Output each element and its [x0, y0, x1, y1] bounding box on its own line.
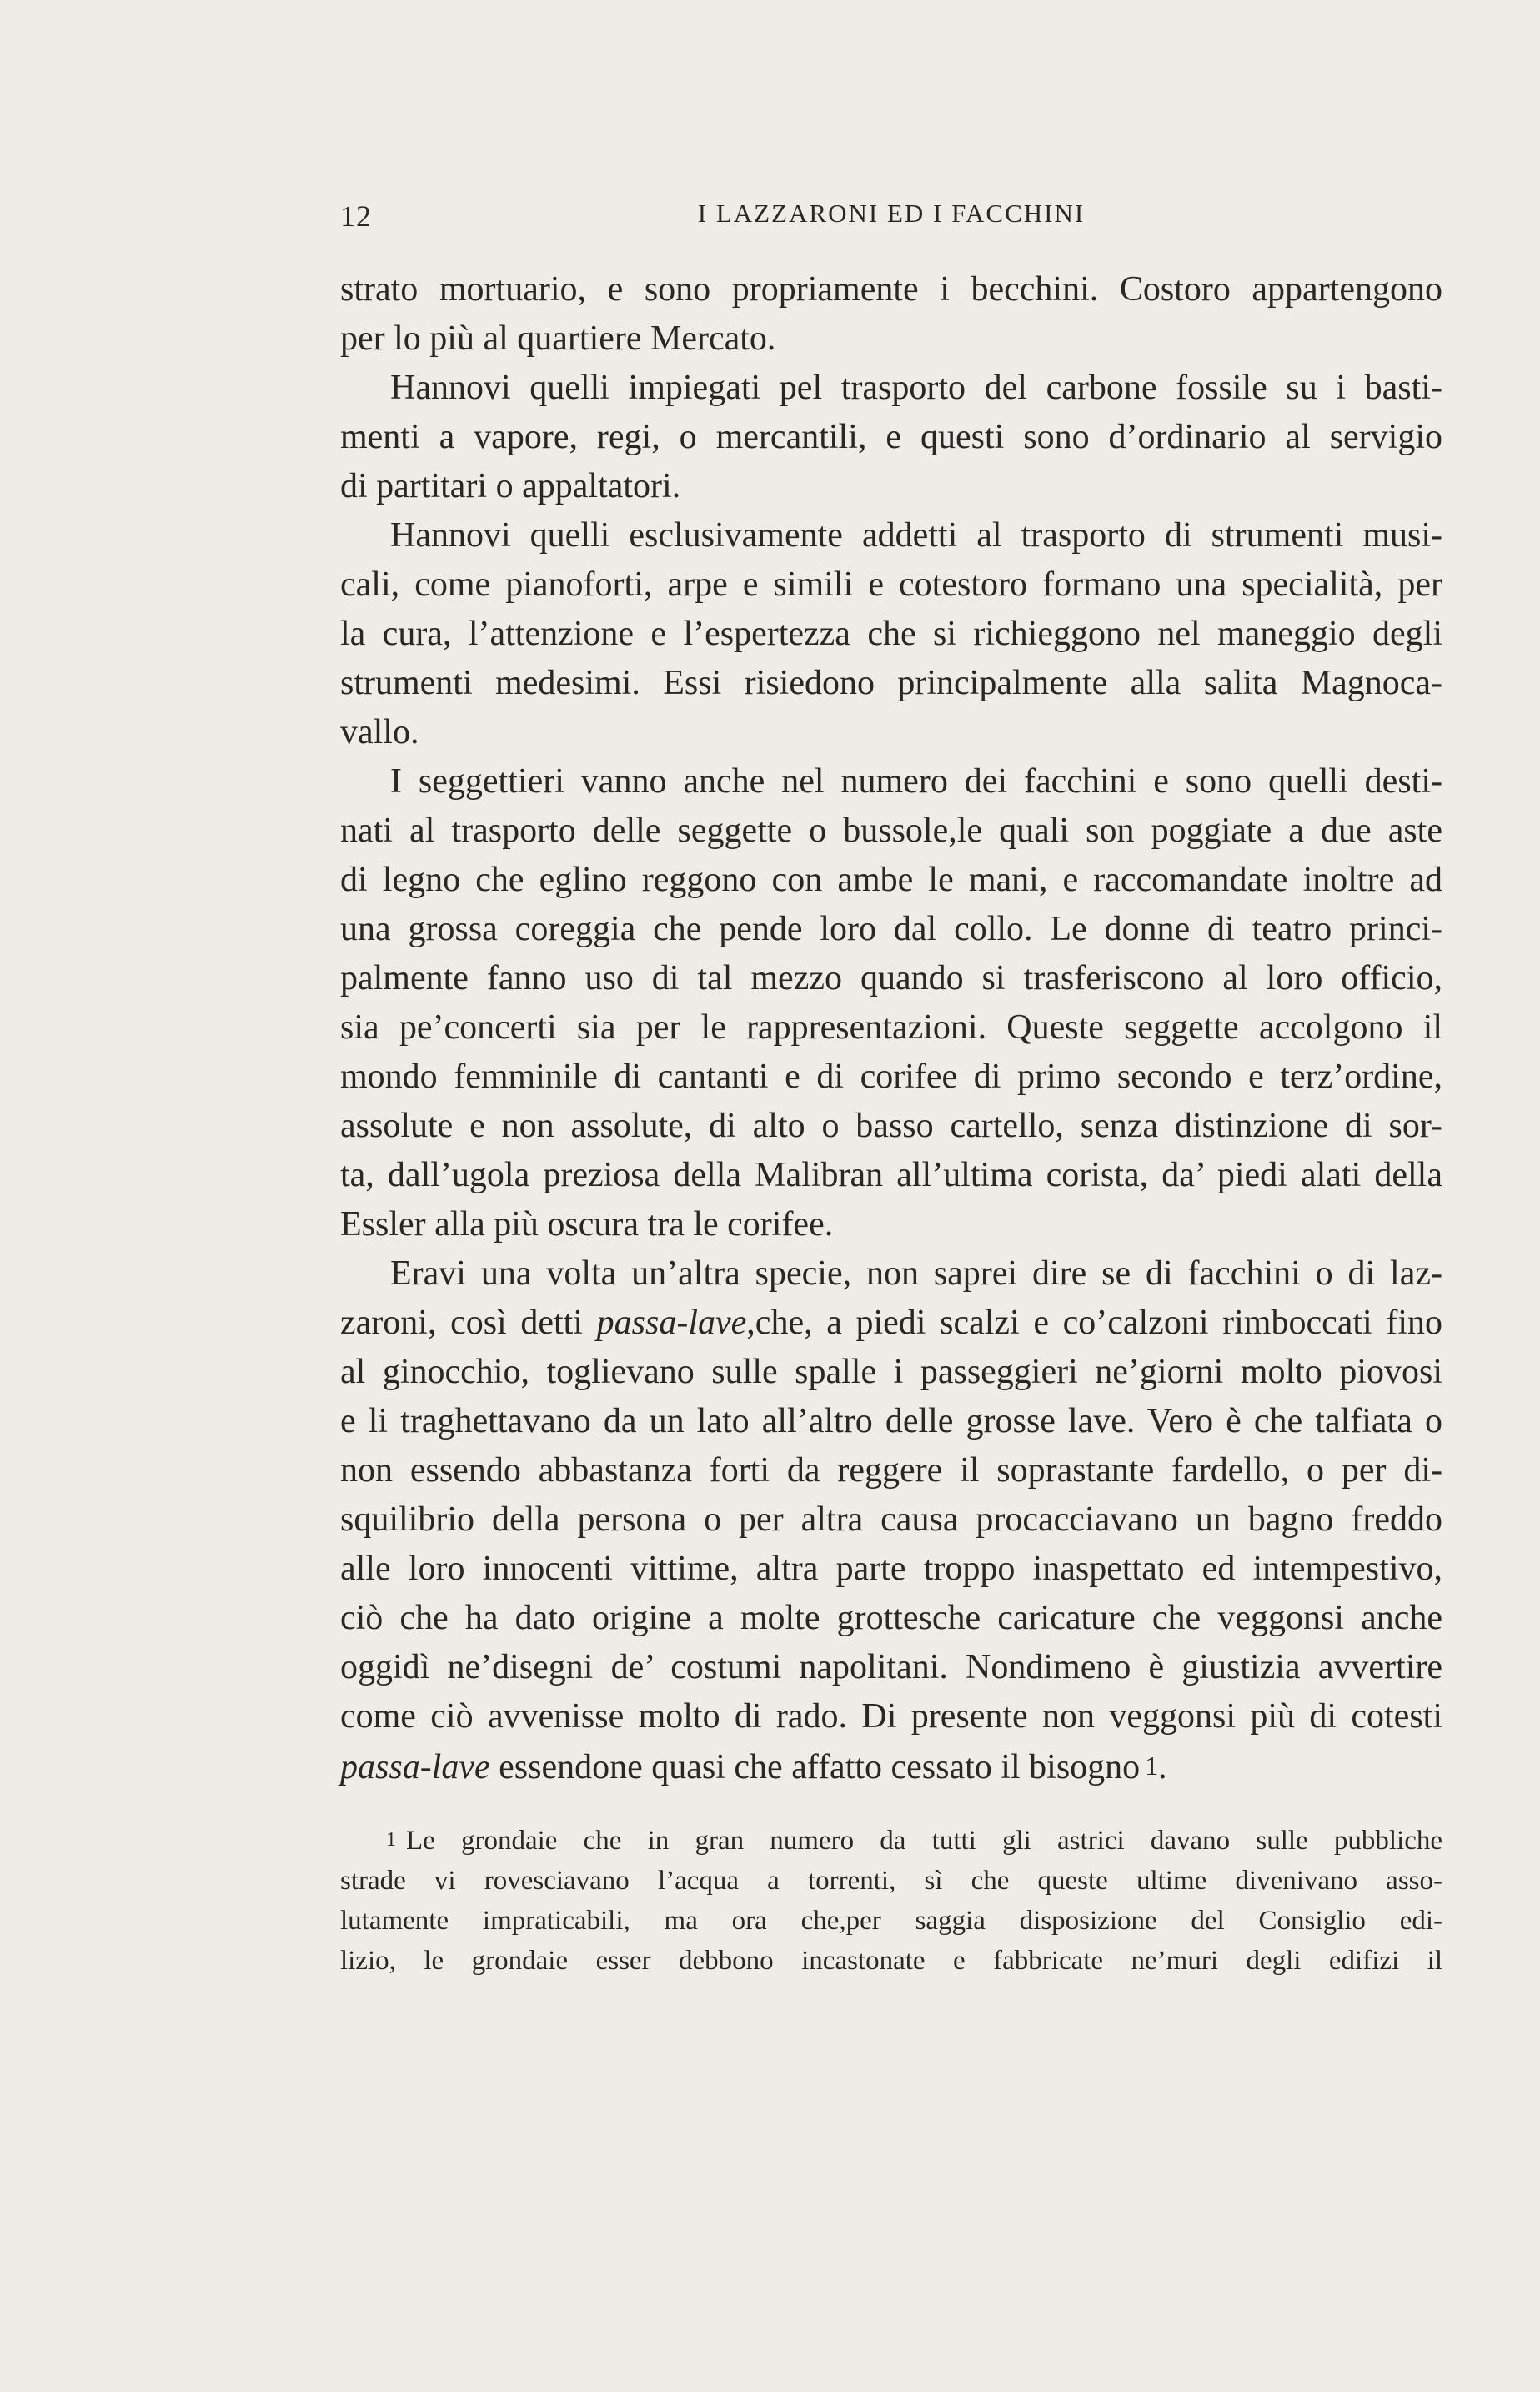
text-line: non essendo abbastanza forti da reggere il soprastante fardello, o per di- — [340, 1451, 1442, 1490]
text-line: ciò che ha dato origine a molte grottesche caricature che veggonsi anche — [340, 1599, 1442, 1637]
footnote-line — [340, 1820, 1442, 1861]
main-text — [340, 265, 1442, 1792]
text-line: ta, dall’ugola preziosa della Malibran all’ultima corista, da’ piedi alati della — [340, 1156, 1442, 1194]
text-line: e li traghettavano da un lato all’altro delle grosse lave. Vero è che talfiata o — [340, 1402, 1442, 1440]
footnote-text: Le grondaie che in gran numero da tutti gli astrici davano sulle pubbliche — [406, 1826, 1442, 1856]
text-line: la cura, l’attenzione e l’espertezza che si richieggono nel maneggio degli — [340, 615, 1442, 653]
text-line: Hannovi quelli esclusivamente addetti al trasporto di strumenti musi- — [390, 516, 1442, 555]
text-line: Hannovi quelli impiegati pel trasporto del carbone fossile su i basti- — [390, 369, 1442, 407]
footnote — [340, 1820, 1442, 1981]
paragraph — [340, 364, 1442, 511]
paragraph — [340, 757, 1442, 1249]
text-line: Eravi una volta un’altra specie, non saprei dire se di facchini o di laz- — [390, 1254, 1442, 1293]
italic-term: passa-lave — [596, 1304, 747, 1342]
text-line: oggidì ne’disegni de’ costumi napolitani. Nondimeno è giustizia avvertire — [340, 1648, 1442, 1686]
footnote-line: lizio, le grondaie esser debbono incastonate e fabbricate ne’muri degli edifizi il — [340, 1946, 1442, 1976]
footnote-reference: 1 — [1145, 1751, 1159, 1781]
footnote-line: lutamente impraticabili, ma ora che,per saggia disposizione del Consiglio edi- — [340, 1906, 1442, 1936]
text-fragment: zaroni, così detti — [340, 1304, 584, 1342]
text-line: palmente fanno uso di tal mezzo quando si trasferiscono al loro officio, — [340, 959, 1442, 998]
text-line: strato mortuario, e sono propriamente i becchini. Costoro appartengono — [340, 270, 1442, 309]
text-line: alle loro innocenti vittime, altra parte troppo inaspettato ed intempestivo, — [340, 1550, 1442, 1588]
text-line — [340, 1741, 1442, 1792]
text-fragment: essendone quasi che affatto cessato il bisogno — [489, 1748, 1141, 1786]
text-line — [340, 1299, 1442, 1348]
text-line: vallo. — [340, 713, 419, 751]
text-line: assolute e non assolute, di alto o basso cartello, senza distinzione di sor- — [340, 1107, 1442, 1145]
text-line: cali, come pianoforti, arpe e simili e cotestoro formano una specialità, per — [340, 565, 1442, 604]
text-line: I seggettieri vanno anche nel numero dei facchini e sono quelli desti- — [390, 762, 1442, 801]
running-head: I LAZZARONI ED I FACCHINI — [697, 198, 1086, 228]
text-line: strumenti medesimi. Essi risiedono principalmente alla salita Magnoca- — [340, 664, 1442, 702]
paragraph — [340, 265, 1442, 364]
text-line: una grossa coreggia che pende loro dal collo. Le donne di teatro princi- — [340, 910, 1442, 948]
text-line: al ginocchio, toglievano sulle spalle i passeggieri ne’giorni molto piovosi — [340, 1353, 1442, 1391]
text-line: di partitari o appaltatori. — [340, 467, 681, 505]
text-line: per lo più al quartiere Mercato. — [340, 319, 776, 358]
text-line: squilibrio della persona o per altra causa procacciavano un bagno freddo — [340, 1500, 1442, 1539]
paragraph — [340, 511, 1442, 757]
text-line: mondo femminile di cantanti e di corifee di primo secondo e terz’ordine, — [340, 1058, 1442, 1096]
text-line: Essler alla più oscura tra le corifee. — [340, 1205, 834, 1244]
italic-term: passa-lave — [340, 1748, 490, 1786]
page-header — [340, 198, 1442, 240]
text-line: come ciò avvenisse molto di rado. Di presente non veggonsi più di cotesti — [340, 1697, 1442, 1736]
page-number: 12 — [340, 199, 372, 233]
paragraph — [340, 1249, 1442, 1792]
text-fragment: . — [1158, 1748, 1167, 1786]
text-line: menti a vapore, regi, o mercantili, e questi sono d’ordinario al servigio — [340, 418, 1442, 456]
text-line: sia pe’concerti sia per le rappresentazioni. Queste seggette accolgono il — [340, 1008, 1442, 1047]
text-line: nati al trasporto delle seggette o bussole,le quali son poggiate a due aste — [340, 812, 1442, 850]
text-line: di legno che eglino reggono con ambe le mani, e raccomandate inoltre ad — [340, 861, 1442, 899]
text-fragment: ,che, a piedi scalzi e co’calzoni rimboccati fino — [746, 1304, 1443, 1342]
footnote-line: strade vi rovesciavano l’acqua a torrenti, sì che queste ultime divenivano asso- — [340, 1866, 1442, 1896]
footnote-mark: 1 — [386, 1829, 396, 1851]
